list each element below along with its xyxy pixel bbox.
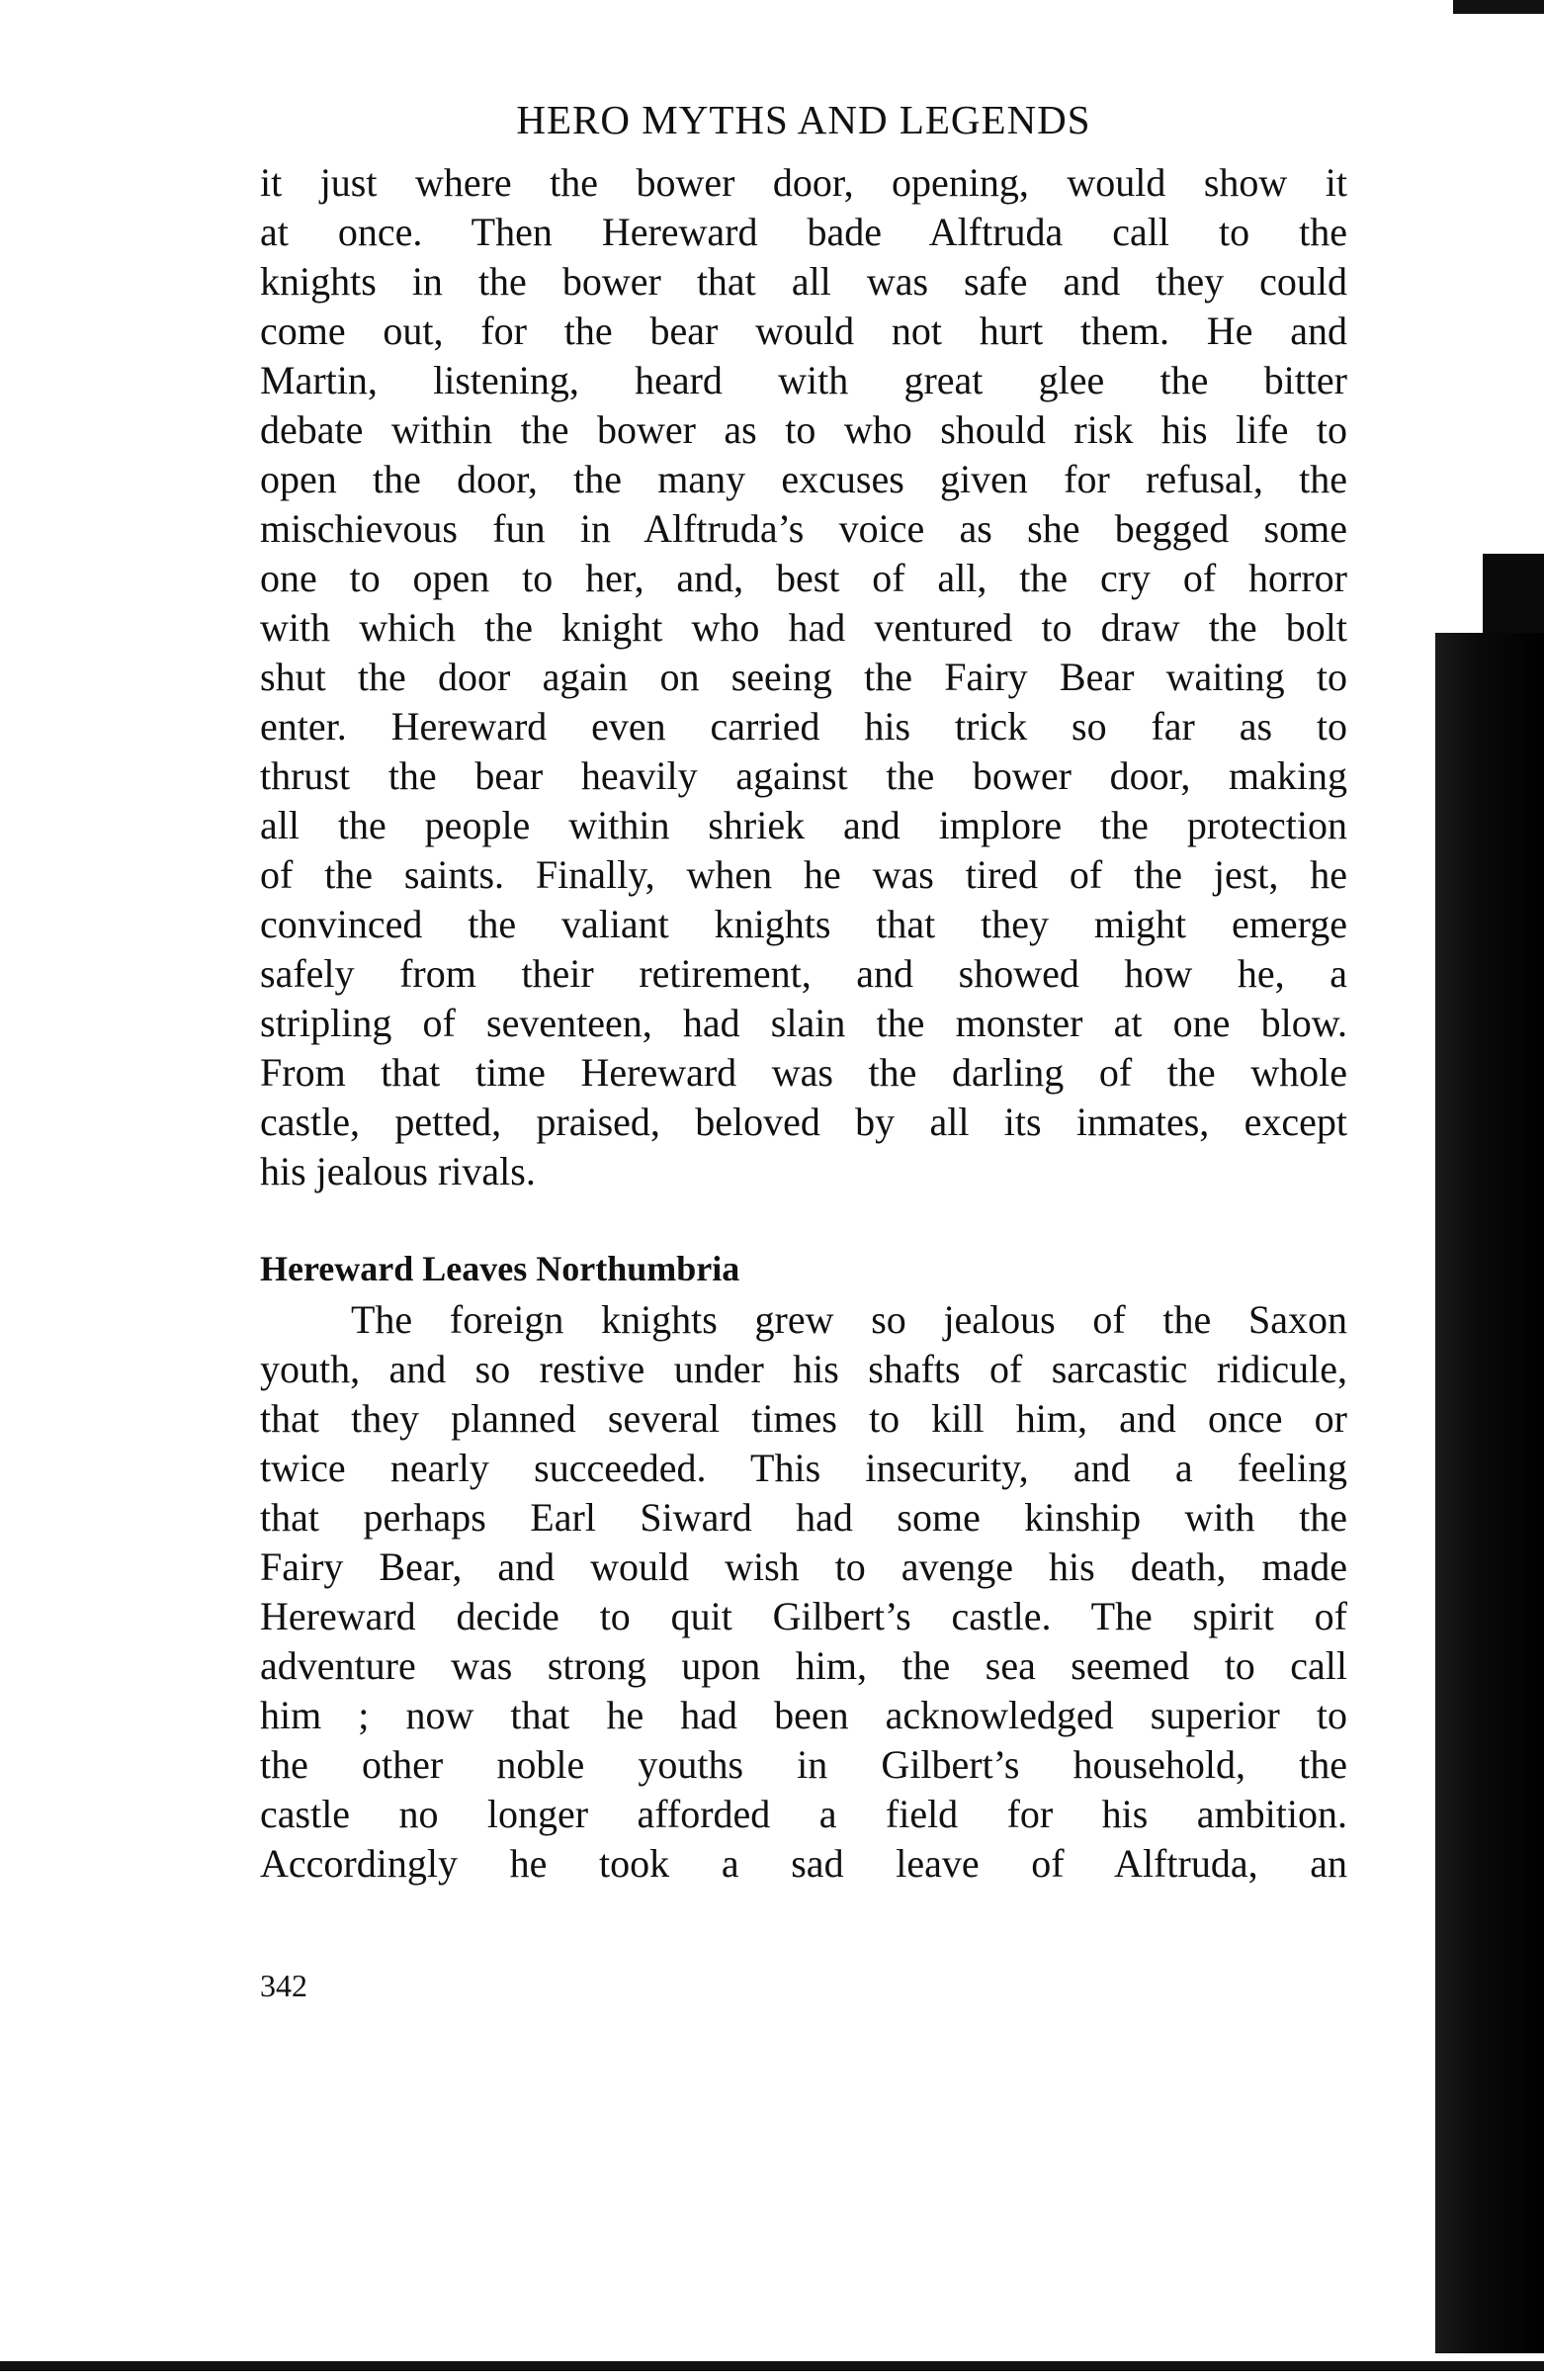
text-line: at once. Then Hereward bade Alftruda call to the bbox=[260, 210, 1347, 254]
text-line: debate within the bower as to who should risk his life to bbox=[260, 407, 1347, 452]
text-line: shut the door again on seeing the Fairy Bear waiting to bbox=[260, 655, 1347, 699]
paragraph-2 bbox=[260, 1295, 1347, 1889]
text-line: that perhaps Earl Siward had some kinship with the bbox=[260, 1495, 1347, 1540]
text-line: adventure was strong upon him, the sea seemed to call bbox=[260, 1643, 1347, 1688]
text-line: come out, for the bear would not hurt them. He and bbox=[260, 309, 1347, 353]
scan-gutter-shadow bbox=[1435, 633, 1544, 2353]
section-heading: Hereward Leaves Northumbria bbox=[260, 1249, 740, 1288]
text-line: of the saints. Finally, when he was tired of the jest, he bbox=[260, 852, 1347, 897]
text-line: Accordingly he took a sad leave of Alftruda, an bbox=[260, 1841, 1347, 1886]
text-line: castle, petted, praised, beloved by all its inmates, except bbox=[260, 1100, 1347, 1144]
running-head: HERO MYTHS AND LEGENDS bbox=[516, 97, 1091, 142]
text-line: The foreign knights grew so jealous of the Saxon bbox=[351, 1297, 1347, 1342]
text-line: safely from their retirement, and showed how he, a bbox=[260, 951, 1347, 996]
text-line: mischievous fun in Alftruda’s voice as she begged some bbox=[260, 506, 1347, 551]
text-line: Fairy Bear, and would wish to avenge his death, made bbox=[260, 1544, 1347, 1589]
body-text bbox=[260, 158, 1347, 1889]
text-line: one to open to her, and, best of all, the cry of horror bbox=[260, 556, 1347, 600]
paragraph-1 bbox=[260, 158, 1347, 1196]
text-line: youth, and so restive under his shafts of sarcastic ridicule, bbox=[260, 1347, 1347, 1391]
section-gap bbox=[260, 1196, 1347, 1242]
scan-bottom-edge bbox=[0, 2361, 1544, 2371]
scan-corner-mark bbox=[1453, 0, 1544, 14]
text-line: stripling of seventeen, had slain the monster at one blow. bbox=[260, 1001, 1347, 1045]
text-line: the other noble youths in Gilbert’s household, the bbox=[260, 1742, 1347, 1787]
text-line: twice nearly succeeded. This insecurity, and a feeling bbox=[260, 1446, 1347, 1490]
text-line: all the people within shriek and implore the protection bbox=[260, 803, 1347, 847]
text-line: open the door, the many excuses given for refusal, the bbox=[260, 457, 1347, 501]
text-line: with which the knight who had ventured to draw the bolt bbox=[260, 605, 1347, 650]
text-line: it just where the bower door, opening, would show it bbox=[260, 160, 1347, 205]
text-line: thrust the bear heavily against the bower door, making bbox=[260, 753, 1347, 798]
text-line: that they planned several times to kill him, and once or bbox=[260, 1396, 1347, 1441]
text-line: castle no longer afforded a field for his ambition. bbox=[260, 1792, 1347, 1836]
text-line: knights in the bower that all was safe and they could bbox=[260, 259, 1347, 304]
text-line: him ; now that he had been acknowledged superior to bbox=[260, 1693, 1347, 1737]
text-line: Martin, listening, heard with great glee the bitter bbox=[260, 358, 1347, 402]
text-line: From that time Hereward was the darling of the whole bbox=[260, 1050, 1347, 1095]
text-line: convinced the valiant knights that they might emerge bbox=[260, 902, 1347, 946]
text-line: Hereward decide to quit Gilbert’s castle. The spirit of bbox=[260, 1594, 1347, 1638]
text-line: enter. Hereward even carried his trick so far as to bbox=[260, 704, 1347, 749]
text-line: his jealous rivals. bbox=[260, 1149, 536, 1193]
page-number: 342 bbox=[260, 1968, 307, 2003]
